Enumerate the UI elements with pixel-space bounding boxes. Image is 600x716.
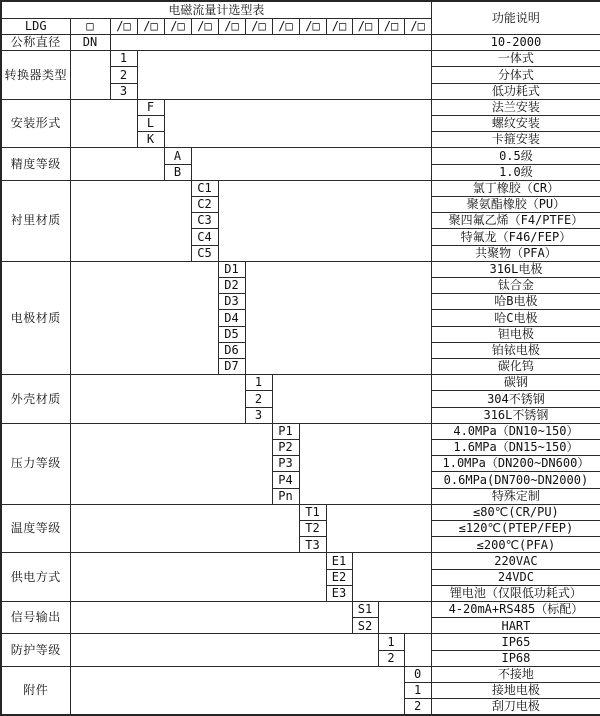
spacer xyxy=(70,602,352,634)
spacer xyxy=(70,504,299,553)
section-label-protection: 防护等级 xyxy=(1,634,70,666)
option-code: A xyxy=(164,148,191,164)
option-code: D2 xyxy=(218,277,245,293)
option-code: C2 xyxy=(191,196,218,212)
series-code: LDG xyxy=(1,18,70,34)
option-code: T3 xyxy=(299,537,326,553)
slash-code-box: /□ xyxy=(137,18,164,34)
section-label-accessories: 附件 xyxy=(1,666,70,715)
option-code: L xyxy=(137,115,164,131)
option-desc: 刮刀电极 xyxy=(431,699,600,715)
option-desc: 特氟龙（F46/FEP） xyxy=(431,229,600,245)
table-row xyxy=(1,51,600,67)
slash-code-box: /□ xyxy=(164,18,191,34)
option-desc: 10-2000 xyxy=(431,34,600,50)
slash-code-box: /□ xyxy=(218,18,245,34)
option-desc: 分体式 xyxy=(431,67,600,83)
section-label-lining: 衬里材质 xyxy=(1,180,70,261)
option-code: 2 xyxy=(378,650,404,666)
option-code: C1 xyxy=(191,180,218,196)
section-label-electrode: 电极材质 xyxy=(1,261,70,374)
option-code: 3 xyxy=(245,407,272,423)
option-code: 2 xyxy=(245,391,272,407)
option-desc: ≤200℃(PFA) xyxy=(431,537,600,553)
spacer xyxy=(164,99,431,148)
slash-code-box: /□ xyxy=(272,18,299,34)
option-code: S2 xyxy=(352,618,378,634)
section-label-installation: 安装形式 xyxy=(1,99,70,148)
option-desc: 哈B电极 xyxy=(431,294,600,310)
section-label-housing: 外壳材质 xyxy=(1,375,70,424)
slash-code-box: /□ xyxy=(191,18,218,34)
spacer xyxy=(70,148,164,180)
option-code: 2 xyxy=(404,699,431,715)
option-code: D1 xyxy=(218,261,245,277)
option-desc: 4-20mA+RS485（标配） xyxy=(431,602,600,618)
spacer xyxy=(272,375,431,424)
option-desc: 不接地 xyxy=(431,666,600,682)
option-code: P2 xyxy=(272,439,299,455)
section-label-power-supply: 供电方式 xyxy=(1,553,70,602)
option-desc: 哈C电极 xyxy=(431,310,600,326)
option-desc: 锂电池（仅限低功耗式） xyxy=(431,585,600,601)
option-code: F xyxy=(137,99,164,115)
spacer xyxy=(70,261,218,374)
table-row xyxy=(1,148,600,164)
option-desc: 1.0MPa（DN200~DN600） xyxy=(431,456,600,472)
spacer xyxy=(70,99,137,148)
spacer xyxy=(70,666,404,715)
page-title: 电磁流量计选型表 xyxy=(1,1,431,18)
option-desc: IP65 xyxy=(431,634,600,650)
option-desc: 铂铱电极 xyxy=(431,342,600,358)
table-row xyxy=(1,504,600,520)
option-desc: 碳化钨 xyxy=(431,358,600,374)
slash-code-box: /□ xyxy=(378,18,404,34)
option-code: T2 xyxy=(299,521,326,537)
option-code: C4 xyxy=(191,229,218,245)
spacer xyxy=(218,180,431,261)
option-desc: 0.6MPa(DN700~DN2000) xyxy=(431,472,600,488)
option-desc: 一体式 xyxy=(431,51,600,67)
code-box: □ xyxy=(70,18,110,34)
option-code: 1 xyxy=(378,634,404,650)
option-code: 3 xyxy=(110,83,137,99)
spacer xyxy=(110,34,431,50)
option-desc: 特殊定制 xyxy=(431,488,600,504)
option-code: B xyxy=(164,164,191,180)
option-desc: 聚四氟乙烯（F4/PTFE） xyxy=(431,213,600,229)
option-desc: 卡箍安装 xyxy=(431,132,600,148)
spacer xyxy=(326,504,431,553)
spacer xyxy=(352,553,431,602)
slash-code-box: /□ xyxy=(110,18,137,34)
option-code: P1 xyxy=(272,423,299,439)
function-column-header: 功能说明 xyxy=(431,1,600,34)
spacer xyxy=(70,553,326,602)
option-desc: 接地电极 xyxy=(431,683,600,699)
option-desc: 钛合金 xyxy=(431,277,600,293)
option-code: K xyxy=(137,132,164,148)
option-desc: 1.6MPa（DN15~150） xyxy=(431,439,600,455)
table-row xyxy=(1,602,600,618)
option-desc: ≤120℃(PTEP/FEP) xyxy=(431,521,600,537)
option-desc: 氯丁橡胶（CR） xyxy=(431,180,600,196)
spacer xyxy=(70,375,245,424)
option-code: P4 xyxy=(272,472,299,488)
section-label-converter-type: 转换器类型 xyxy=(1,51,70,100)
table-row xyxy=(1,666,600,682)
slash-code-box: /□ xyxy=(404,18,431,34)
spacer xyxy=(137,51,431,100)
section-label-pressure: 压力等级 xyxy=(1,423,70,504)
title-row xyxy=(1,1,600,18)
option-desc: 法兰安装 xyxy=(431,99,600,115)
option-code: 1 xyxy=(404,683,431,699)
table-row xyxy=(1,553,600,569)
section-label-temperature: 温度等级 xyxy=(1,504,70,553)
option-desc: HART xyxy=(431,618,600,634)
slash-code-box: /□ xyxy=(245,18,272,34)
option-desc: 0.5级 xyxy=(431,148,600,164)
slash-code-box: /□ xyxy=(326,18,352,34)
option-code: 2 xyxy=(110,67,137,83)
option-desc: 316L不锈钢 xyxy=(431,407,600,423)
option-code: 0 xyxy=(404,666,431,682)
option-desc: 螺纹安装 xyxy=(431,115,600,131)
option-code: D3 xyxy=(218,294,245,310)
table-row xyxy=(1,634,600,650)
option-code: E1 xyxy=(326,553,352,569)
table-row xyxy=(1,99,600,115)
option-desc: 1.0级 xyxy=(431,164,600,180)
option-code: C5 xyxy=(191,245,218,261)
option-desc: 碳钢 xyxy=(431,375,600,391)
option-code: T1 xyxy=(299,504,326,520)
table-row xyxy=(1,180,600,196)
option-desc: 316L电极 xyxy=(431,261,600,277)
spacer xyxy=(404,634,431,666)
option-code: D7 xyxy=(218,358,245,374)
slash-code-box: /□ xyxy=(352,18,378,34)
option-desc: IP68 xyxy=(431,650,600,666)
option-desc: 4.0MPa（DN10~150） xyxy=(431,423,600,439)
table-row xyxy=(1,375,600,391)
option-code: 1 xyxy=(245,375,272,391)
option-code: D4 xyxy=(218,310,245,326)
option-code: E2 xyxy=(326,569,352,585)
option-code: C3 xyxy=(191,213,218,229)
option-code: DN xyxy=(70,34,110,50)
option-code: D6 xyxy=(218,342,245,358)
spacer xyxy=(70,423,272,504)
option-desc: 共聚物（PFA） xyxy=(431,245,600,261)
option-desc: 24VDC xyxy=(431,569,600,585)
spacer xyxy=(378,602,431,634)
table-row xyxy=(1,423,600,439)
option-code: P3 xyxy=(272,456,299,472)
section-label-accuracy: 精度等级 xyxy=(1,148,70,180)
option-desc: 聚氨酯橡胶（PU） xyxy=(431,196,600,212)
spacer xyxy=(299,423,431,504)
option-code: S1 xyxy=(352,602,378,618)
table-row xyxy=(1,34,600,50)
spacer xyxy=(70,180,191,261)
option-code: E3 xyxy=(326,585,352,601)
option-desc: 钽电极 xyxy=(431,326,600,342)
table-row xyxy=(1,261,600,277)
section-label-signal-output: 信号输出 xyxy=(1,602,70,634)
option-desc: ≤80℃(CR/PU) xyxy=(431,504,600,520)
spacer xyxy=(191,148,431,180)
option-code: D5 xyxy=(218,326,245,342)
spacer xyxy=(70,51,110,100)
spacer xyxy=(70,634,378,666)
option-desc: 220VAC xyxy=(431,553,600,569)
option-code: 1 xyxy=(110,51,137,67)
spacer xyxy=(245,261,431,374)
option-desc: 304不锈钢 xyxy=(431,391,600,407)
slash-code-box: /□ xyxy=(299,18,326,34)
section-label-nominal-diameter: 公称直径 xyxy=(1,34,70,50)
option-code: Pn xyxy=(272,488,299,504)
option-desc: 低功耗式 xyxy=(431,83,600,99)
